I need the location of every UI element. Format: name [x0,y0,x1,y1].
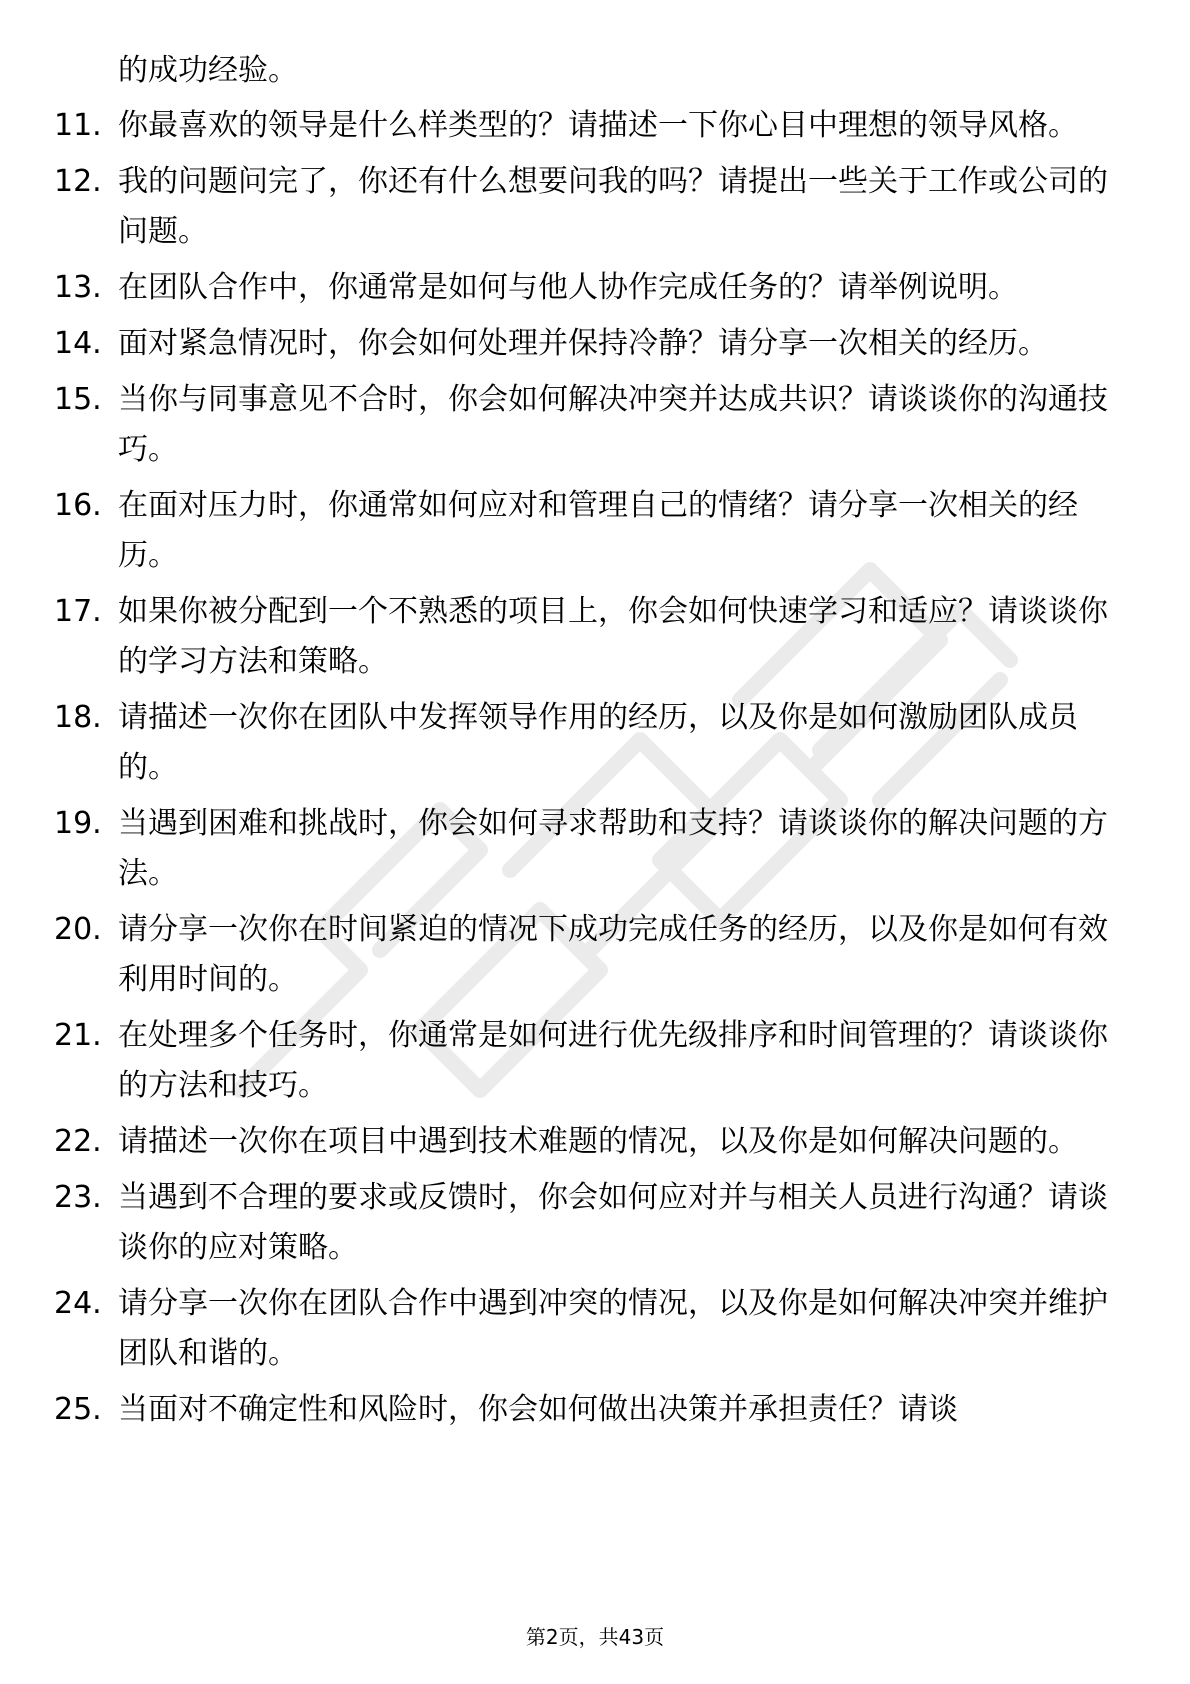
question-number: 25. [54,1392,102,1427]
question-text: 你最喜欢的领导是什么样类型的？请描述一下你心目中理想的领导风格。 [118,108,1078,143]
question-number: 24. [54,1286,102,1321]
question-list [54,46,1134,1441]
question-text: 在面对压力时，你通常如何应对和管理自己的情绪？请分享一次相关的经历。 [118,488,1078,573]
question-text: 请分享一次你在时间紧迫的情况下成功完成任务的经历，以及你是如何有效利用时间的。 [118,912,1108,997]
question-item [54,1117,1134,1167]
question-number: 19. [54,806,102,841]
question-text: 当面对不确定性和风险时，你会如何做出决策并承担责任？请谈 [118,1392,958,1427]
question-number: 15. [54,382,102,417]
question-text: 请分享一次你在团队合作中遇到冲突的情况，以及你是如何解决冲突并维护团队和谐的。 [118,1286,1108,1371]
question-text: 在团队合作中，你通常是如何与他人协作完成任务的？请举例说明。 [118,270,1018,305]
question-text: 当你与同事意见不合时，你会如何解决冲突并达成共识？请谈谈你的沟通技巧。 [118,382,1108,467]
question-text: 我的问题问完了，你还有什么想要问我的吗？请提出一些关于工作或公司的问题。 [118,164,1108,249]
question-text: 请描述一次你在项目中遇到技术难题的情况，以及你是如何解决问题的。 [118,1124,1078,1159]
question-number: 20. [54,912,102,947]
question-text: 如果你被分配到一个不熟悉的项目上，你会如何快速学习和适应？请谈谈你的学习方法和策略。 [118,594,1108,679]
question-number: 13. [54,270,102,305]
question-item [54,587,1134,687]
question-number: 21. [54,1018,102,1053]
question-item [54,101,1134,151]
question-number: 12. [54,164,102,199]
question-item [54,375,1134,475]
question-number: 16. [54,488,102,523]
question-item [54,1385,1134,1435]
continued-text: 的成功经验。 [118,53,298,88]
question-item [54,1279,1134,1379]
question-item [54,905,1134,1005]
question-number: 18. [54,700,102,735]
question-text: 当遇到不合理的要求或反馈时，你会如何应对并与相关人员进行沟通？请谈谈你的应对策略。 [118,1180,1108,1265]
question-number: 22. [54,1124,102,1159]
question-item [54,263,1134,313]
question-number: 14. [54,326,102,361]
question-item [54,1173,1134,1273]
question-item [54,319,1134,369]
question-item [54,693,1134,793]
question-item [54,157,1134,257]
page-footer: 第2页，共43页 [525,1625,665,1649]
question-item [54,1011,1134,1111]
question-item [54,481,1134,581]
question-number: 23. [54,1180,102,1215]
question-number: 11. [54,108,102,143]
question-text: 请描述一次你在团队中发挥领导作用的经历，以及你是如何激励团队成员的。 [118,700,1078,785]
question-text: 面对紧急情况时，你会如何处理并保持冷静？请分享一次相关的经历。 [118,326,1048,361]
question-item [54,799,1134,899]
question-text: 在处理多个任务时，你通常是如何进行优先级排序和时间管理的？请谈谈你的方法和技巧。 [118,1018,1108,1103]
question-number: 17. [54,594,102,629]
question-text: 当遇到困难和挑战时，你会如何寻求帮助和支持？请谈谈你的解决问题的方法。 [118,806,1108,891]
